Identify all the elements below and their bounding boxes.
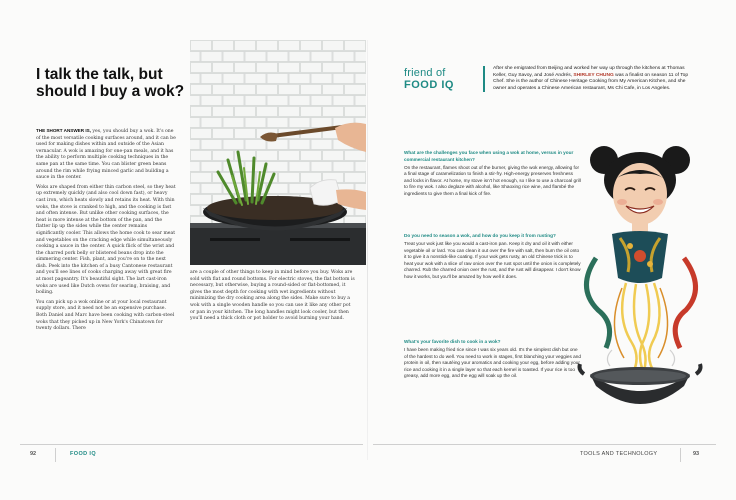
feature-divider	[483, 66, 485, 92]
answer-2: Treat your wok just like you would a cast-iron pan. Keep it dry and oil it with either vegetable oil or lard. You can clean it out over the fire with salt, then burn the oil onto it to give it a nonstick-like coating. If your wok gets rusty, an old Chinese trick is to heat your wok with a slice of raw onion over the rust spot until the onion is completely charred. Rub the charred onion over the rust, and the rust will disappear. I don't know how it works, but you'll be amazed by how well it does.	[404, 241, 581, 279]
footer-divider-left	[55, 448, 56, 462]
qa-block-3	[404, 339, 582, 380]
left-running-head: FOOD IQ	[70, 451, 97, 457]
wok-cooking-photo	[190, 40, 366, 265]
intro-text-start: After she emigrated from Beijing and worked her way up through the kitchens at Thomas Keller, Guy Savoy, and José Andrés,	[493, 66, 685, 78]
qa-block-2	[404, 233, 582, 280]
paragraph-2	[36, 185, 176, 297]
lead-in: THE SHORT ANSWER IS,	[36, 128, 91, 133]
answer-3: I have been making fried rice since I was six years old. It's the simplest dish but one of the hardest to do well. You need to work in stages, first blanching your veggies and protein in oil, then sautéing your aromatics and cooking your egg, before adding your rice and cooking it in a single layer so that each kernel is toasted. If your rice is too greasy, add more egg, and the egg will soak up the oil.	[404, 347, 581, 378]
feature-brand: FOOD IQ	[404, 79, 454, 91]
body-column-2	[190, 270, 356, 326]
contributor-name: SHIRLEY CHUNG	[573, 72, 614, 78]
paragraph-3-text: You can pick up a wok online or at your local restaurant supply store, and it need not be an expensive purchase. Both Daniel and Marc have been cooking with carbon-steel woks that they picked up in New York's Chinatown for twenty dollars. There	[36, 299, 175, 332]
footer-divider-right	[680, 448, 681, 462]
paragraph-2-text: Woks are shaped from either thin carbon steel, so they heat up extremely quickly (and also cool down fast), or heavy cast iron, which heats slowly and retains its heat. With thin woks, the stove is cranked to high, and the cooking is fast and often intense. But unlike other cooking surfaces, the heat is more intense at the bottom of the pan, and the flatter lip up the sides while the center remains significantly cooler. This allows the home cook to sear meat and vegetables on the cracking edge while simultaneously cooking a sauce in the center. A quick flick of the wrist and the charred pork belly or blistered beans drop into the simmering center. Fish, plant, and you're on to the next dish. Peek into the kitchen of a busy Cantonese restaurant and you'll see lines of cooks charging away with great fire at most pageantry. It's beautiful sight. The lart cast-iron woks are used like Dutch ovens for searing, braising, and boiling.	[36, 184, 176, 296]
paragraph-3	[36, 300, 176, 333]
right-running-head: TOOLS AND TECHNOLOGY	[580, 451, 658, 457]
page-headline: I talk the talk, but should I buy a wok?	[36, 66, 185, 100]
photo-illustration	[190, 40, 366, 265]
qa-block-1	[404, 150, 582, 197]
question-1: What are the challenges you face when using a wok at home, versus in your commercial restaurant kitchen?	[404, 150, 574, 162]
paragraph-1	[36, 128, 176, 182]
page-gutter	[367, 40, 368, 460]
feature-label: friend of	[404, 67, 446, 79]
chef-with-wok-drawing	[576, 138, 712, 438]
footer-rule-left	[20, 444, 363, 445]
paragraph-1-text: yes, you should buy a wok. It's one of the most versatile cooking surfaces around, and it can be used for making dishes within and outside of the Asian vernacular. A wok is amazing for one-pan meals, and it has the ability to perform multiple cooking techniques in the same pan at the same time. You can blister green beans around the rim while frying minced garlic and building a sauce in the center.	[36, 129, 176, 181]
paragraph-4-text: are a couple of other things to keep in mind before you buy. Woks are sold with flat and round bottoms. For electric stoves, the flat bottom is necessary, but otherwise, buying a round-sided or flat-bottomed, it gives the most depth for cooking with wet ingredients without minimizing the dry cooking area along the sides. Make sure to buy a wok with a single wooden handle so you can use it like any other pot or pan in your kitchen. The long handles might look cooler, but then you'll need a thick cloth or pot holder to avoid burning your hand.	[190, 270, 355, 322]
right-page-number: 93	[693, 451, 700, 457]
body-column-1	[36, 128, 176, 336]
question-3: What's your favorite dish to cook in a wok?	[404, 339, 501, 344]
answer-1: On the restaurant, flames shoot out of the burner, giving the wok energy, allowing for a final stage of caramelization to finish a stir-fry. High-energy preserves freshness and locks in flavor. At home, my stove isn't hot enough, so I like to use a charcoal grill to fire my wok. I also deglaze with alcohol, like Shaoxing rice wine, and flambé the ingredients to give them a final kick of fire.	[404, 164, 581, 196]
intro-text-end: was a finalist on season 11 of Top Chef. She is the author of Chinese Heritage Cooking from My American Kitchen, and she owner and operates a Chinese American restaurant, Ms Chi Cafe, in Los Angeles.	[493, 72, 689, 91]
paragraph-4	[190, 270, 356, 323]
contributor-intro	[493, 66, 689, 92]
footer-rule-right	[373, 444, 716, 445]
question-2: Do you need to season a wok, and how do you keep it from rusting?	[404, 233, 556, 238]
chef-illustration	[576, 138, 712, 438]
left-page-number: 92	[30, 451, 37, 457]
